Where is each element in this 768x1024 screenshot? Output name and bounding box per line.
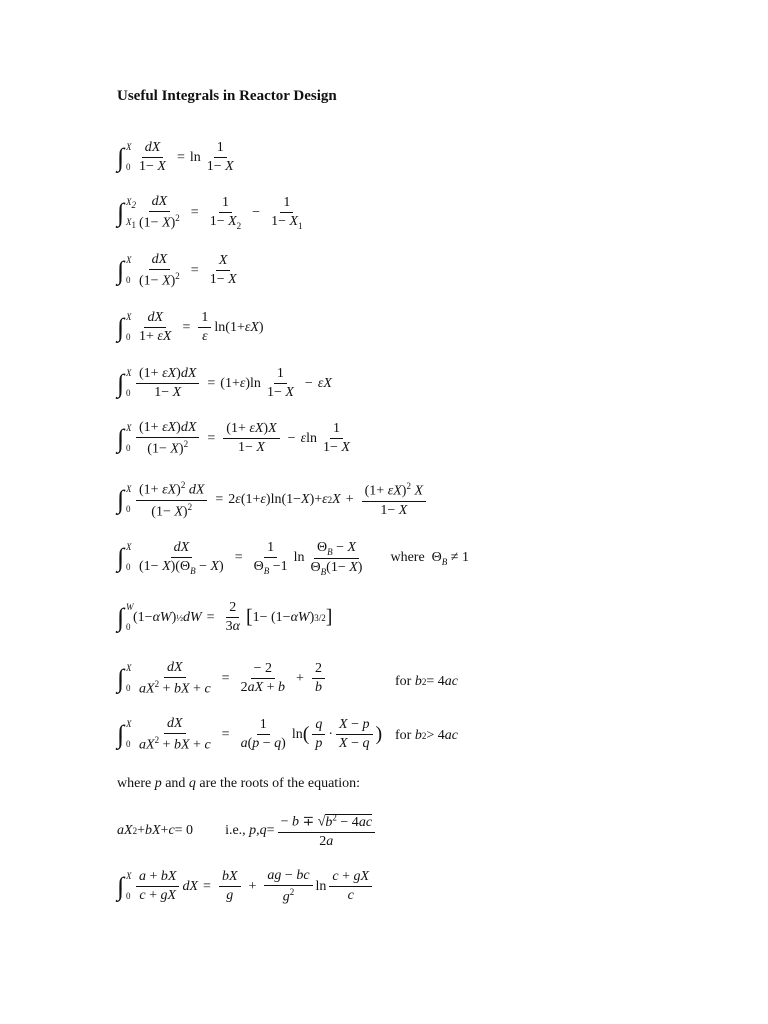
equation-12: aX 2 + bX + c = 0 i.e., p , q = $\frac{- b \mp √b^2 - 4ac}{2a}$ (117, 812, 378, 872)
equation-2: ∫ $X_2$ $X_1$ $\frac{dX}{(1- X)^2}$ = $\frac{1}{1- X_2}$ − $\frac{1}{1- X_1}$ (117, 194, 303, 231)
equation-7: ∫ X 0 $\frac{(1+ \varepsilon X)^2 dX}{(1- X)^2}$ = 2 ε (1+ ε )ln(1− X )+ ε 2 X + $\frac{(1+ \varepsilon X)^2 X}{1- X}$ (117, 480, 429, 540)
page-title: Useful Integrals in Reactor Design (117, 88, 337, 104)
equation-6: ∫ X 0 $\frac{(1+ \varepsilon X)dX}{(1- X)^2}$ = $\frac{(1+ \varepsilon X)X}{1- X}$ − ε ln $\frac{1}{1- X}$ (117, 420, 350, 457)
equation-13: ∫ X 0 $\frac{a + bX}{c + gX}$ dX = $\frac{bX}{g}$ + $\frac{ag - bc}{g^2}$ ln $\frac{c + gX}{c}$ (117, 868, 375, 928)
equation-1: ∫ X 0 $\frac{dX}{1- X}$ = ln $\frac{1}{1- X}$ (117, 140, 234, 174)
equation-8: ∫ X 0 $\frac{dX}{(1- X)(\Theta_B - X)}$ = $\frac{1}{\Theta_B -1}$ ln $\frac{\Theta_B - X}{\Theta_B(1- X)}$ where $\Theta_B \ne 1$ (117, 540, 469, 577)
for-label-1: for (395, 674, 412, 689)
ie-label: i.e., (225, 822, 246, 838)
equation-9: ∫ W 0 (1− αW ) ½ dW = $\frac{2}{3\alpha}$ [ 1− (1− αW ) 3/2 ] (117, 600, 333, 634)
equation-5: ∫ X 0 $\frac{(1+ \varepsilon X)dX}{1- X}$ = (1+ ε )ln $\frac{1}{1- X}$ − εX (117, 366, 332, 400)
for-label-2: for (395, 728, 412, 743)
roots-note: where p and q are the roots of the equation: (117, 776, 360, 791)
equation-10: ∫ X 0 $\frac{dX}{aX^2 + bX + c}$ = $\frac{- 2}{2aX + b}$ + $\frac{2}{b}$ for b 2 = 4 ac (117, 660, 458, 697)
equation-11: ∫ X 0 $\frac{dX}{aX^2 + bX + c}$ = $\frac{1}{a(p - q)}$ ln ( $\frac{q}{p}$ · $\frac{X - p}{X - q}$ ) for b 2 > 4 ac (117, 716, 458, 753)
where-label: where (390, 549, 425, 565)
equation-4: ∫ X 0 $\frac{dX}{1+ \varepsilon X}$ = $\frac{1}{\varepsilon}$ ln(1+ εX ) (117, 310, 264, 344)
equation-3: ∫ X 0 $\frac{dX}{(1- X)^2}$ = $\frac{X}{1- X}$ (117, 252, 237, 289)
